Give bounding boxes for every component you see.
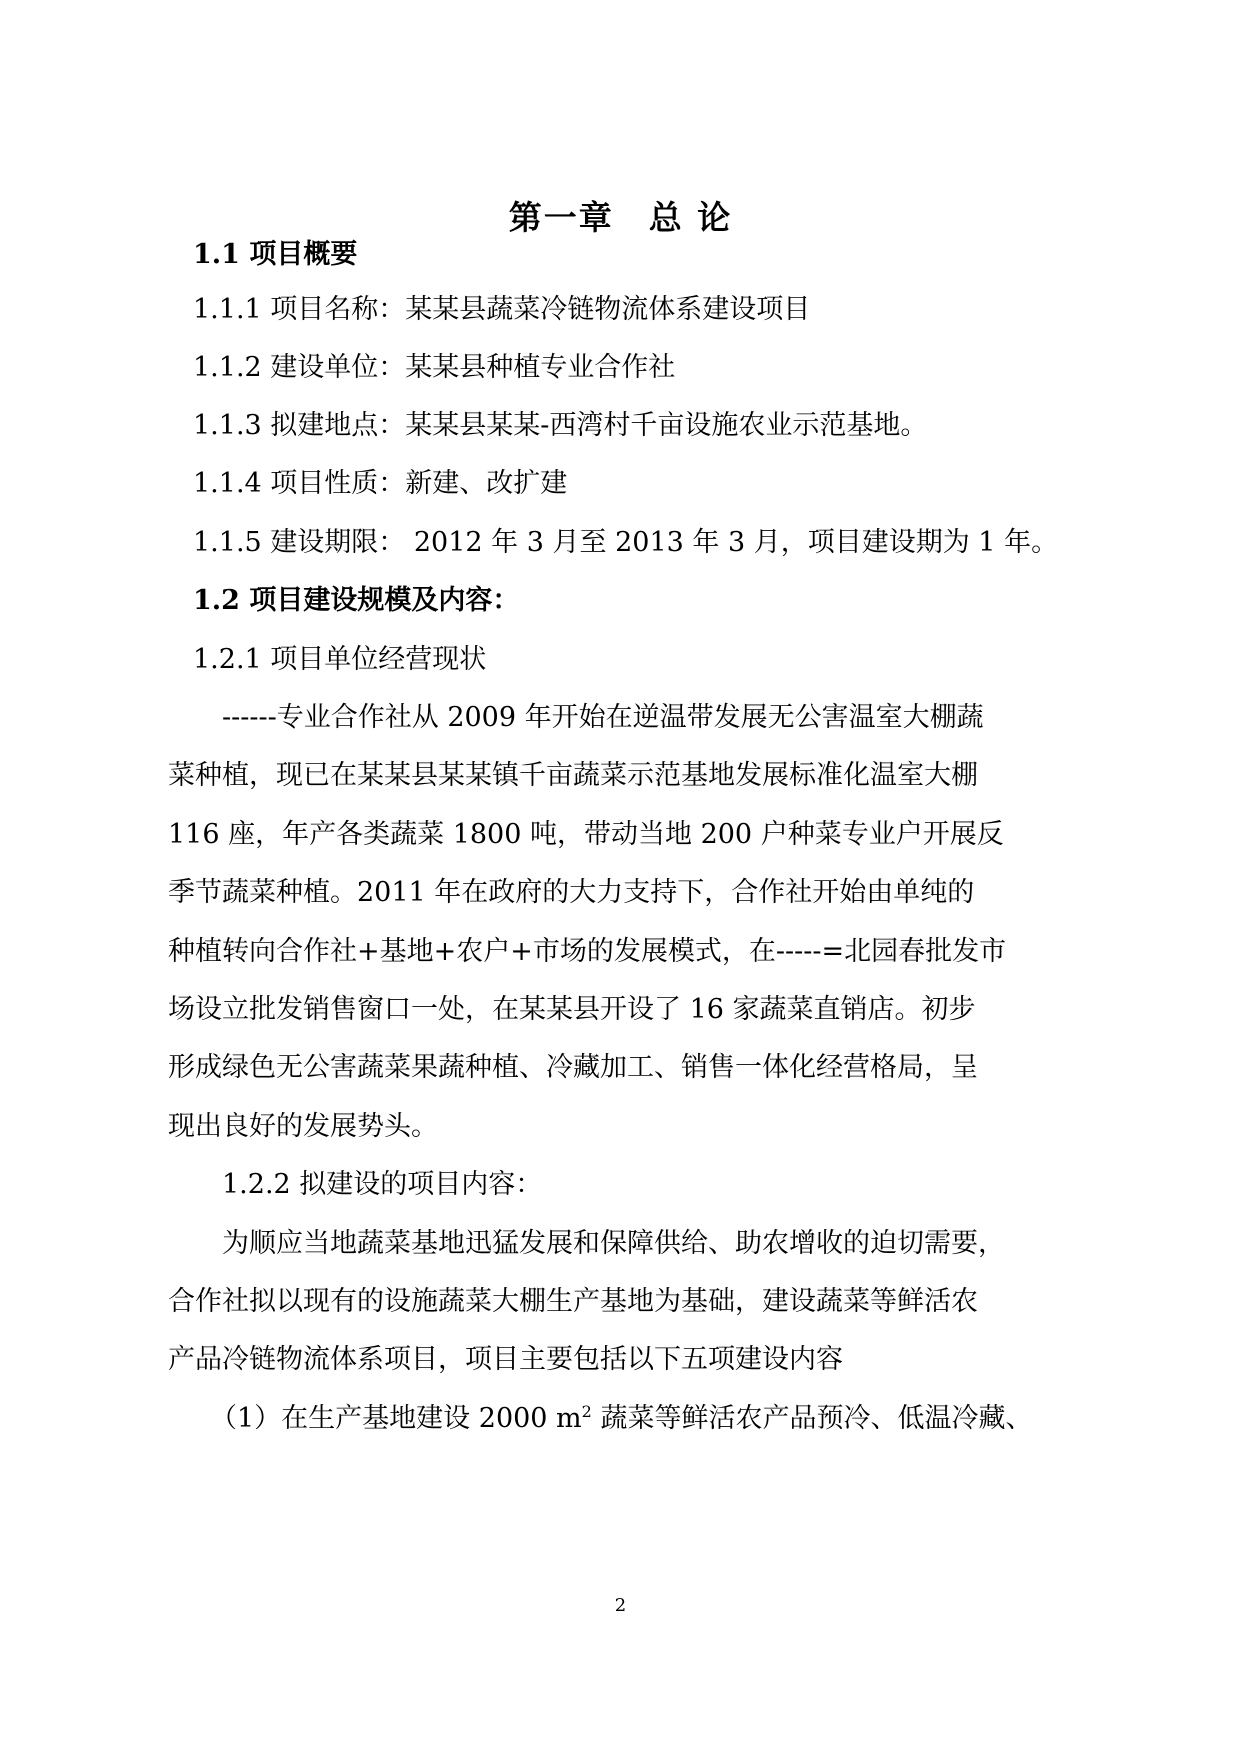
paragraph-line: 种植转向合作社+基地+农户+市场的发展模式，在-----=北园春批发市 — [168, 936, 1007, 967]
item-1-1-2: 1.1.2 建设单位：某某县种植专业合作社 — [193, 352, 676, 383]
paragraph-line: 116 座，年产各类蔬菜 1800 吨，带动当地 200 户种菜专业户开展反 — [168, 819, 1004, 850]
list-item-1-text-before: （1）在生产基地建设 2000 m — [210, 1403, 582, 1434]
list-item-1 — [210, 1401, 1032, 1437]
paragraph-line: 现出良好的发展势头。 — [168, 1111, 438, 1142]
paragraph-line: ------专业合作社从 2009 年开始在逆温带发展无公害温室大棚蔬 — [222, 702, 984, 733]
page-number: 2 — [614, 1595, 627, 1616]
subsection-1-2-2: 1.2.2 拟建设的项目内容： — [222, 1169, 543, 1200]
chapter-title: 第一章 总 论 — [508, 198, 733, 237]
section-heading-1-1: 1.1 项目概要 — [193, 239, 358, 270]
section-heading-1-2: 1.2 项目建设规模及内容： — [193, 585, 520, 616]
subsection-1-2-1: 1.2.1 项目单位经营现状 — [193, 644, 487, 675]
list-item-1-text-after: 蔬菜等鲜活农产品预冷、低温冷藏、 — [591, 1403, 1033, 1434]
paragraph-line: 季节蔬菜种植。2011 年在政府的大力支持下，合作社开始由单纯的 — [168, 877, 975, 908]
paragraph-line: 场设立批发销售窗口一处，在某某县开设了 16 家蔬菜直销店。初步 — [168, 994, 976, 1025]
item-1-1-3: 1.1.3 拟建地点：某某县某某-西湾村千亩设施农业示范基地。 — [193, 410, 928, 441]
paragraph-line: 产品冷链物流体系项目，项目主要包括以下五项建设内容 — [168, 1344, 843, 1375]
item-1-1-4: 1.1.4 项目性质：新建、改扩建 — [193, 468, 568, 499]
superscript-2: 2 — [581, 1402, 592, 1421]
paragraph-line: 合作社拟以现有的设施蔬菜大棚生产基地为基础，建设蔬菜等鲜活农 — [168, 1286, 978, 1317]
item-1-1-1: 1.1.1 项目名称：某某县蔬菜冷链物流体系建设项目 — [193, 294, 811, 325]
paragraph-line: 菜种植，现已在某某县某某镇千亩蔬菜示范基地发展标准化温室大棚 — [168, 760, 978, 791]
paragraph-line: 为顺应当地蔬菜基地迅猛发展和保障供给、助农增收的迫切需要， — [222, 1228, 1005, 1259]
item-1-1-5: 1.1.5 建设期限： 2012 年 3 月至 2013 年 3 月，项目建设期为 1 年。 — [193, 527, 1059, 558]
paragraph-line: 形成绿色无公害蔬菜果蔬种植、冷藏加工、销售一体化经营格局，呈 — [168, 1052, 978, 1083]
